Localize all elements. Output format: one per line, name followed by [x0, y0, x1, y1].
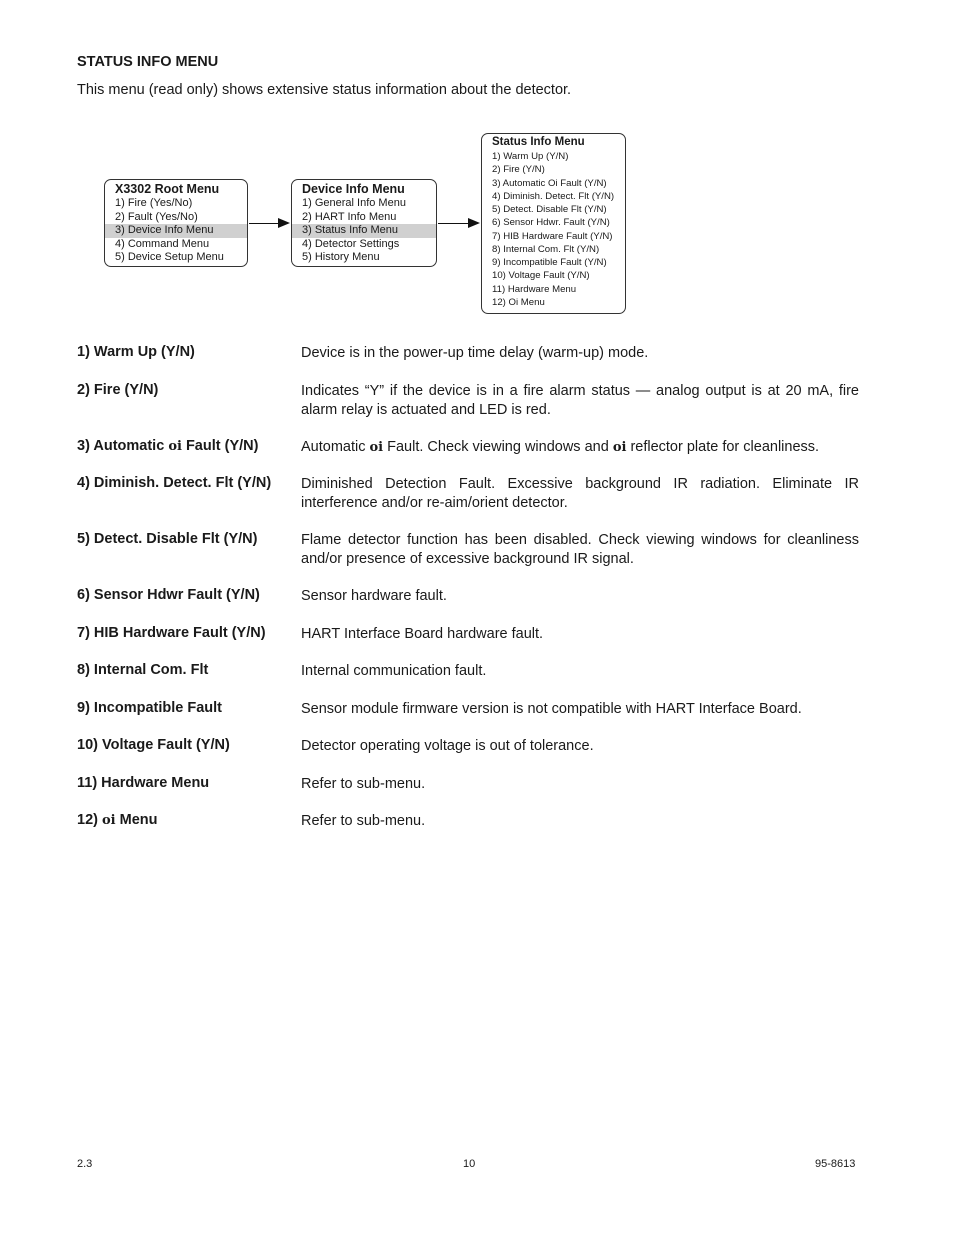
term-text: Menu	[115, 812, 158, 828]
desc-text: Automatic	[301, 439, 370, 455]
status-info-menu-item: 5) Detect. Disable Flt (Y/N)	[492, 204, 607, 215]
status-info-menu-title: Status Info Menu	[492, 136, 585, 148]
definition-desc: Sensor module firmware version is not compatible with HART Interface Board.	[301, 701, 802, 717]
root-menu-box	[104, 179, 248, 267]
status-info-menu-item: 2) Fire (Y/N)	[492, 164, 545, 176]
device-info-menu-item: 4) Detector Settings	[302, 237, 400, 250]
desc-text: reflector plate for cleanliness.	[626, 439, 820, 455]
definition-desc: HART Interface Board hardware fault.	[301, 626, 544, 642]
status-info-menu-box	[481, 133, 626, 314]
root-menu-item: 2) Fault (Yes/No)	[115, 210, 198, 223]
device-info-menu-item: 2) HART Info Menu	[302, 210, 397, 223]
definition-desc: Flame detector function has been disabled. Check viewing windows for cleanliness and/or presence of excessive background IR signal.	[301, 532, 859, 567]
oi-symbol: oi	[369, 440, 384, 455]
definition-term: 10) Voltage Fault (Y/N)	[77, 737, 230, 753]
definition-term: 11) Hardware Menu	[77, 775, 210, 791]
arrow-right-icon	[249, 223, 288, 224]
device-info-menu-box	[291, 179, 437, 267]
footer-document-number: 95-8613	[815, 1158, 856, 1170]
definition-term: 8) Internal Com. Flt	[77, 662, 209, 678]
definition-desc: Device is in the power-up time delay (warm-up) mode.	[301, 345, 649, 361]
definition-term: 5) Detect. Disable Flt (Y/N)	[77, 531, 258, 547]
status-info-menu-item: 9) Incompatible Fault (Y/N)	[492, 257, 607, 268]
oi-symbol: oi	[102, 813, 116, 828]
definition-desc: Detector operating voltage is out of tolerance.	[301, 738, 594, 754]
device-info-menu-item: 1) General Info Menu	[302, 197, 406, 209]
definition-term: 1) Warm Up (Y/N)	[77, 344, 195, 360]
status-info-menu-item: 12) Oi Menu	[492, 296, 545, 308]
status-info-menu-item: 7) HIB Hardware Fault (Y/N)	[492, 230, 613, 242]
root-menu-item: 5) Device Setup Menu	[115, 251, 224, 263]
status-info-menu-item: 10) Voltage Fault (Y/N)	[492, 270, 590, 282]
arrow-right-icon	[438, 223, 478, 224]
status-info-menu-item: 8) Internal Com. Flt (Y/N)	[492, 243, 600, 255]
definition-desc	[301, 438, 859, 457]
term-text: 12)	[77, 812, 102, 828]
definition-term: 7) HIB Hardware Fault (Y/N)	[77, 625, 266, 641]
definition-term: 9) Incompatible Fault	[77, 700, 223, 716]
definition-term	[77, 812, 158, 828]
definition-term: 6) Sensor Hdwr Fault (Y/N)	[77, 587, 260, 603]
status-info-menu-item: 4) Diminish. Detect. Flt (Y/N)	[492, 190, 615, 202]
definition-desc: Sensor hardware fault.	[301, 588, 447, 604]
definition-term	[77, 438, 258, 454]
device-info-menu-item: 5) History Menu	[302, 251, 380, 263]
term-text: Fault (Y/N)	[181, 438, 259, 454]
device-info-menu-item-highlighted: 3) Status Info Menu	[292, 224, 436, 238]
root-menu-item: 1) Fire (Yes/No)	[115, 197, 193, 209]
definition-desc: Refer to sub-menu.	[301, 776, 426, 792]
device-info-menu-title: Device Info Menu	[302, 182, 405, 196]
status-info-menu-item: 6) Sensor Hdwr. Fault (Y/N)	[492, 217, 610, 229]
root-menu-item-highlighted: 3) Device Info Menu	[105, 224, 247, 238]
definition-desc: Diminished Detection Fault. Excessive background IR radiation. Eliminate IR interference and/or re-aim/orient detector.	[301, 476, 859, 511]
definition-term: 2) Fire (Y/N)	[77, 382, 159, 398]
footer-section-number: 2.3	[77, 1158, 93, 1170]
root-menu-title: X3302 Root Menu	[115, 182, 220, 196]
root-menu-item: 4) Command Menu	[115, 237, 210, 250]
footer-page-number: 10	[463, 1158, 476, 1170]
status-info-menu-item: 11) Hardware Menu	[492, 283, 577, 295]
term-text: 3) Automatic	[77, 438, 169, 454]
oi-symbol: oi	[168, 439, 182, 454]
intro-paragraph: This menu (read only) shows extensive status information about the detector.	[77, 82, 572, 98]
definition-desc: Refer to sub-menu.	[301, 813, 426, 829]
desc-text: Fault. Check viewing windows and	[383, 439, 613, 455]
status-info-menu-item: 3) Automatic Oi Fault (Y/N)	[492, 177, 607, 189]
oi-symbol: oi	[612, 440, 627, 455]
definition-desc: Internal communication fault.	[301, 663, 487, 679]
section-heading: STATUS INFO MENU	[77, 54, 219, 70]
status-info-menu-item: 1) Warm Up (Y/N)	[492, 151, 569, 162]
definition-term: 4) Diminish. Detect. Flt (Y/N)	[77, 475, 272, 491]
definition-desc: Indicates “Y” if the device is in a fire alarm status — analog output is at 20 mA, fire alarm relay is actuated and LED is red.	[301, 383, 859, 418]
